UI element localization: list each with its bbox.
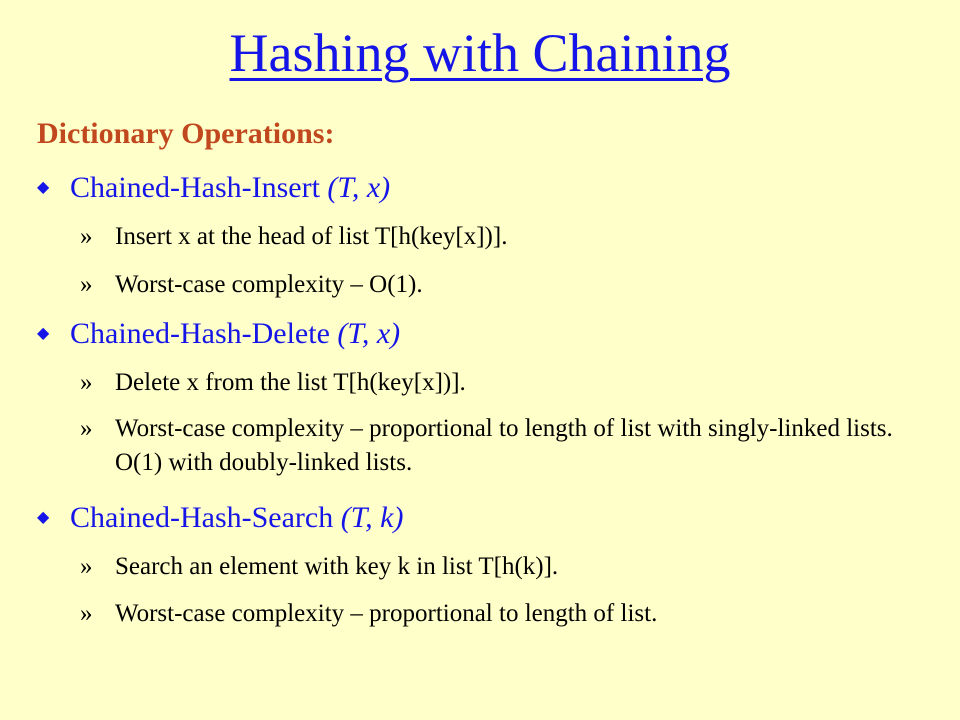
sub-bullet-icon: » [80,553,93,580]
subheading: Dictionary Operations: [37,117,335,150]
point-text: Worst-case complexity – O(1). [115,271,423,298]
search-point-1 [80,550,900,584]
operation-args: (T, x) [337,317,401,350]
diamond-bullet-icon: ◆ [37,179,50,196]
slide-title: Hashing with Chaining [229,23,731,83]
point-text: Insert x at the head of list T[h(key[x])]. [115,223,508,250]
insert-point-2 [80,268,900,302]
point-text: Worst-case complexity – proportional to length of list with singly-linked lists. O(1) with doubly-linked lists. [115,415,893,476]
point-text: Search an element with key k in list T[h(k)]. [115,553,559,580]
search-point-2 [80,597,900,631]
operation-args: (T, k) [340,501,404,534]
sub-bullet-icon: » [80,369,93,396]
operation-args: (T, x) [327,171,391,204]
point-text: Worst-case complexity – proportional to length of list. [115,600,658,627]
operation-name: Chained-Hash-Search [70,501,334,534]
sub-bullet-icon: » [80,271,93,298]
delete-point-2 [80,412,900,480]
operation-delete [37,316,400,352]
sub-bullet-icon: » [80,415,93,442]
sub-bullet-icon: » [80,600,93,627]
operation-insert [37,170,390,206]
operation-search [37,500,404,536]
delete-point-1 [80,366,900,400]
diamond-bullet-icon: ◆ [37,325,50,342]
diamond-bullet-icon: ◆ [37,509,50,526]
insert-point-1 [80,220,900,254]
operation-name: Chained-Hash-Insert [70,171,320,204]
sub-bullet-icon: » [80,223,93,250]
operation-name: Chained-Hash-Delete [70,317,330,350]
point-text: Delete x from the list T[h(key[x])]. [115,369,466,396]
